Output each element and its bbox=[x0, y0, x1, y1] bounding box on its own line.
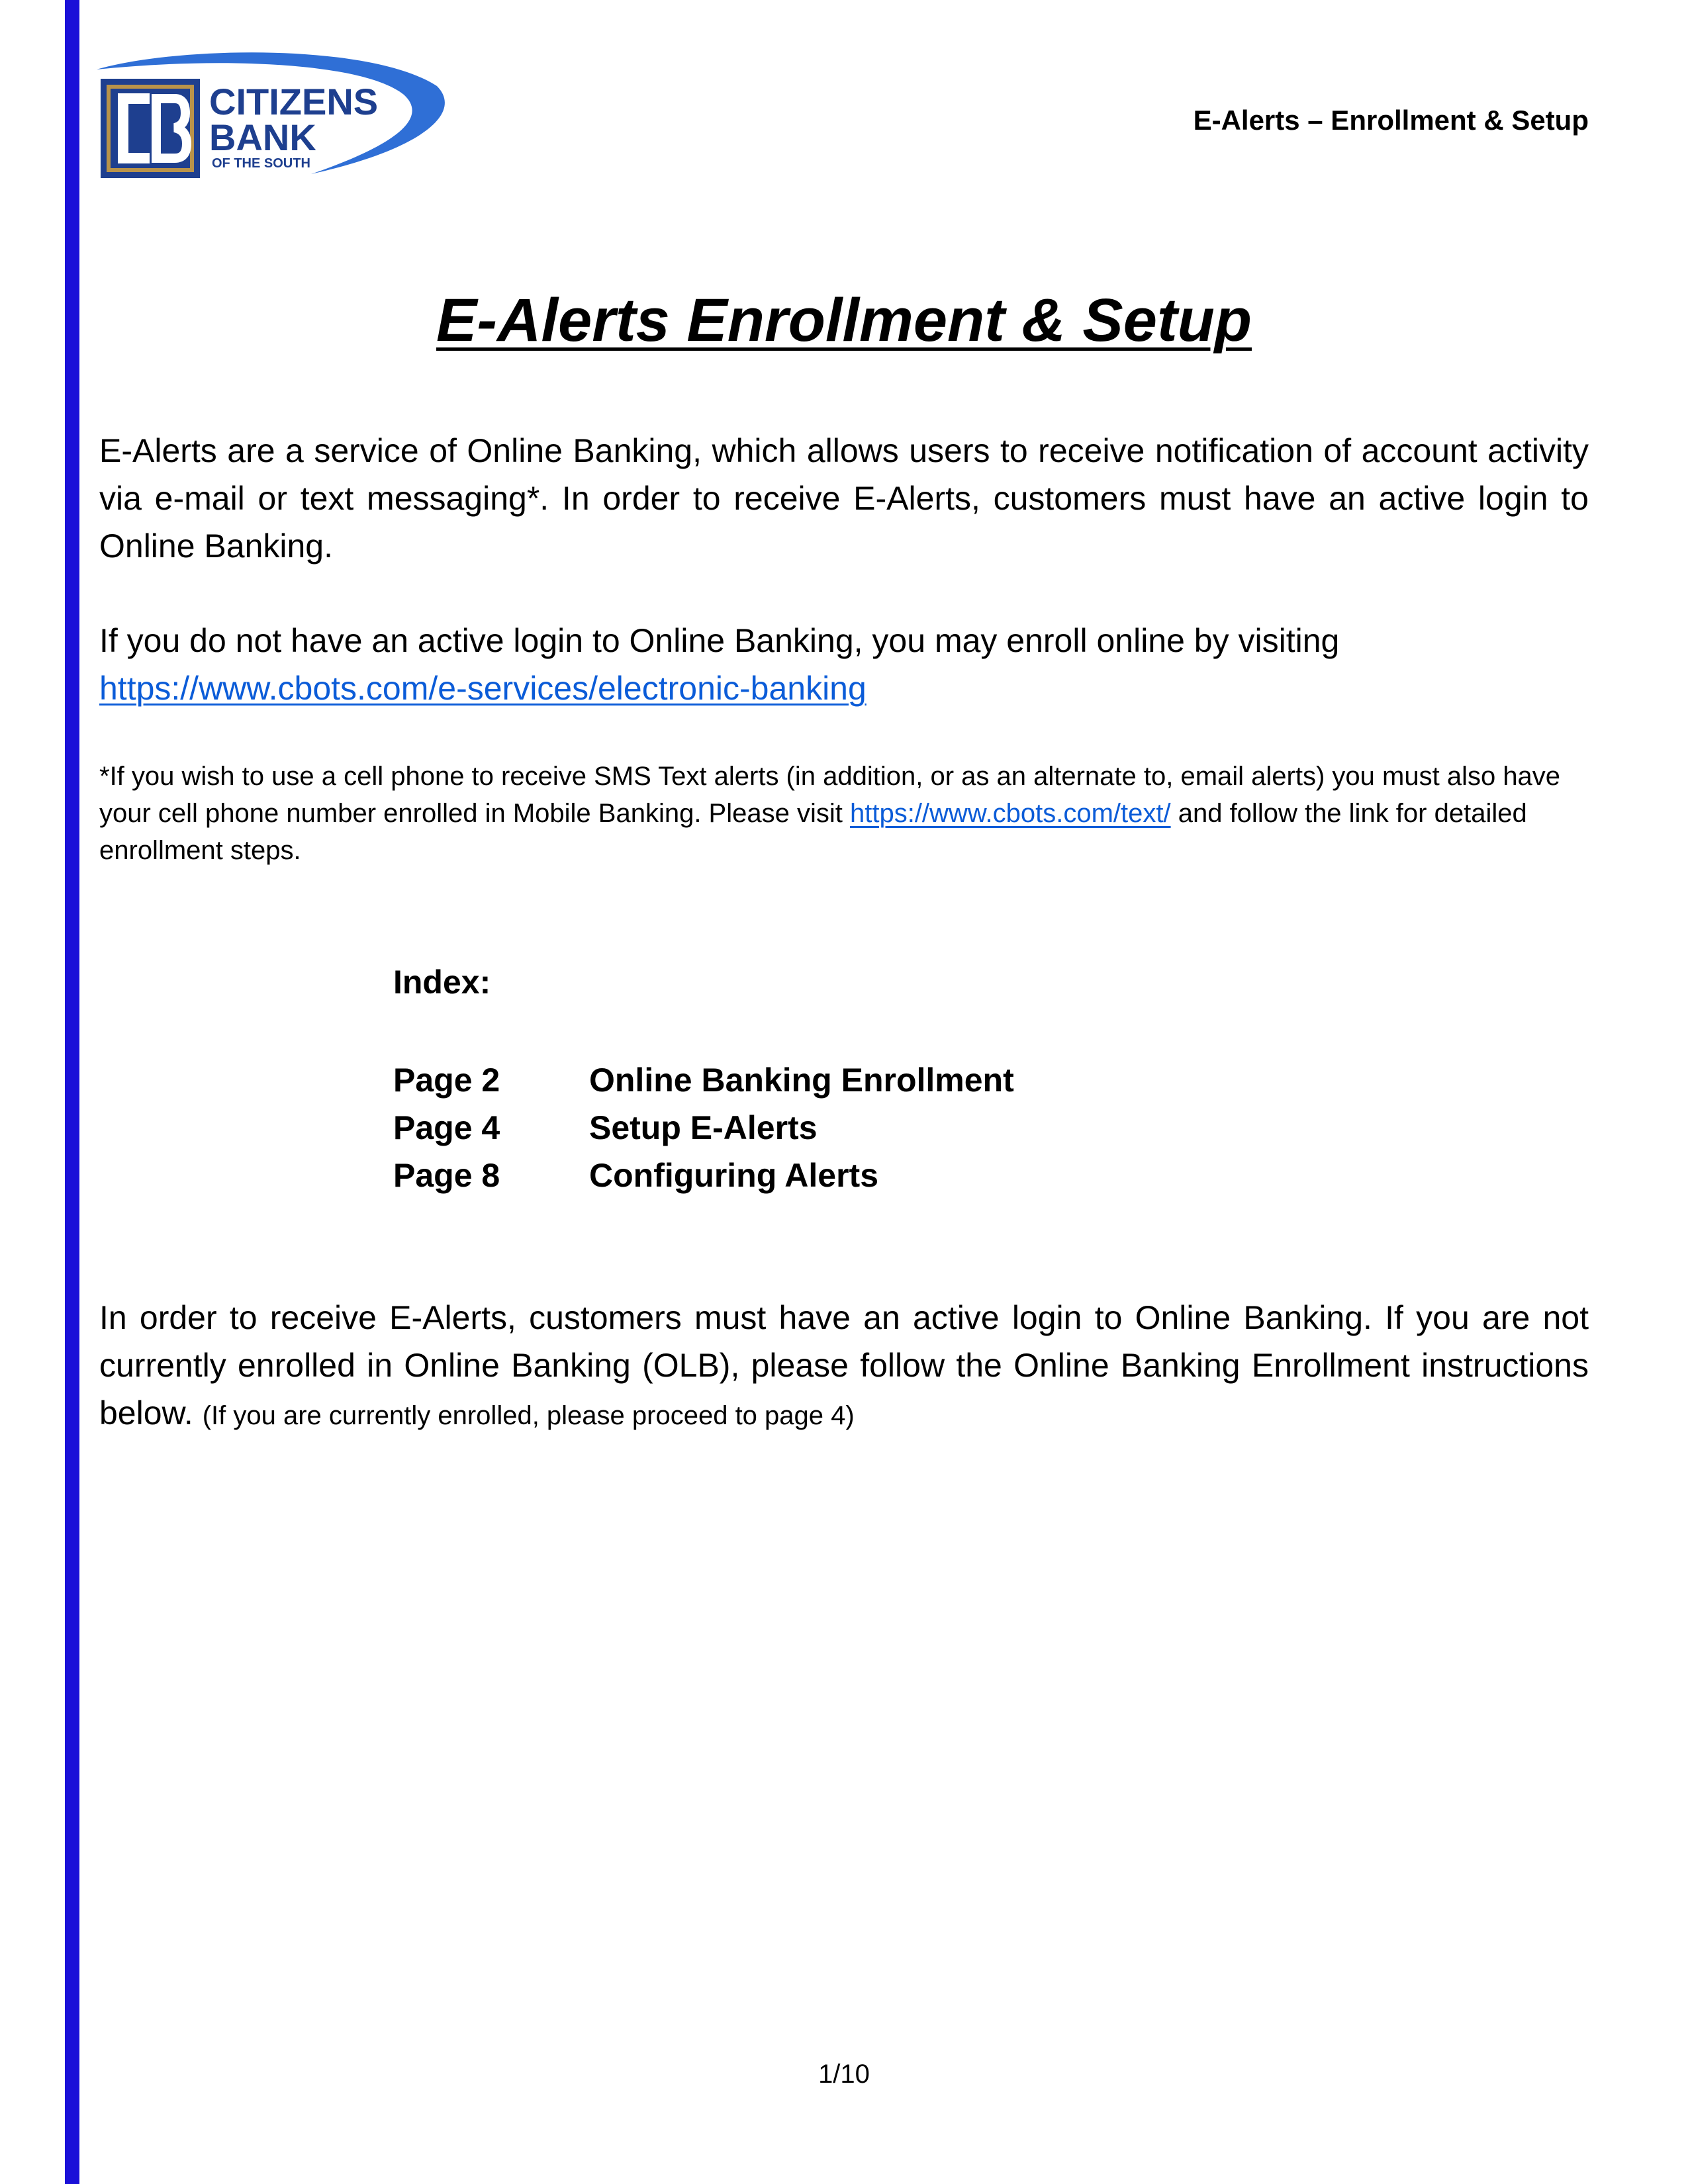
electronic-banking-link[interactable]: https://www.cbots.com/e-services/electronic-banking bbox=[99, 670, 867, 707]
citizens-bank-logo bbox=[93, 50, 450, 182]
closing-paragraph bbox=[99, 1294, 1589, 1439]
closing-text: In order to receive E-Alerts, customers must have an active login to Online Banking. If you are not currently enrolled in Online Banking (OLB), please follow the Online Banking Enrollment instructions below. bbox=[99, 1299, 1589, 1432]
enroll-text: If you do not have an active login to Online Banking, you may enroll online by visiting bbox=[99, 622, 1340, 659]
index-row bbox=[393, 1104, 1014, 1152]
document-title: E-Alerts Enrollment & Setup bbox=[436, 287, 1252, 354]
index-list bbox=[393, 1056, 1014, 1199]
index-topic: Setup E-Alerts bbox=[589, 1109, 818, 1146]
index-row bbox=[393, 1152, 1014, 1199]
sms-note bbox=[99, 758, 1589, 869]
text-enrollment-link[interactable]: https://www.cbots.com/text/ bbox=[849, 799, 1171, 828]
running-header: E-Alerts – Enrollment & Setup bbox=[1193, 105, 1589, 136]
index-page: Page 4 bbox=[393, 1109, 500, 1146]
sms-note-text: *If you wish to use a cell phone to receive SMS Text alerts (in addition, or as an alternate to, email alerts) you must also have your cell phone number enrolled in Mobile Banking. Please visit bbox=[99, 762, 1561, 828]
index-heading: Index: bbox=[393, 964, 491, 1001]
index-topic: Configuring Alerts bbox=[589, 1157, 879, 1194]
closing-note: (If you are currently enrolled, please proceed to page 4) bbox=[202, 1401, 855, 1430]
page-number: 1/10 bbox=[818, 2060, 870, 2089]
index-page: Page 2 bbox=[393, 1062, 500, 1099]
intro-paragraph: E-Alerts are a service of Online Banking, which allows users to receive notification of account activity via e-mail or text messaging*. In order to receive E-Alerts, customers must have an active login to Online Banking. bbox=[99, 432, 1589, 565]
sms-note-text-after: and follow the link for detailed enrollment steps. bbox=[99, 799, 1527, 865]
enroll-paragraph bbox=[99, 617, 1589, 712]
logo-text-of-the-south: OF THE SOUTH bbox=[212, 156, 310, 171]
index-topic: Online Banking Enrollment bbox=[589, 1062, 1014, 1099]
logo-text-citizens: CITIZENS bbox=[209, 81, 379, 122]
index-page: Page 8 bbox=[393, 1157, 500, 1194]
logo-text-bank: BANK bbox=[209, 116, 316, 158]
index-row bbox=[393, 1056, 1014, 1104]
